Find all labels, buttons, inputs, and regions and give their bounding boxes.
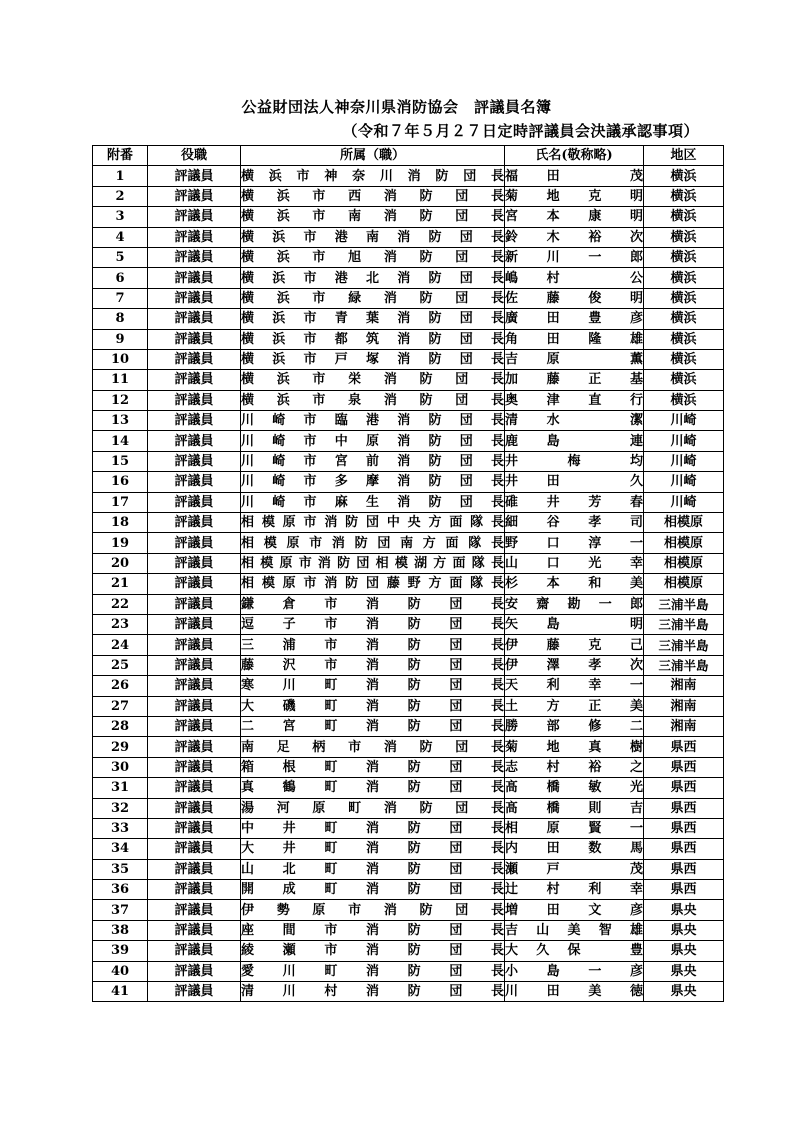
cell-number: 18 [93, 513, 148, 533]
cell-name: 伊藤克己 [505, 635, 644, 655]
table-row [93, 716, 724, 736]
cell-number: 8 [93, 309, 148, 329]
cell-name: 辻村利幸 [505, 880, 644, 900]
cell-role: 評議員 [148, 982, 241, 1002]
cell-role: 評議員 [148, 329, 241, 349]
cell-area: 川崎 [644, 411, 724, 431]
cell-affiliation: 横浜市旭消防団長 [241, 247, 505, 267]
cell-affiliation: 横浜市港南消防団長 [241, 227, 505, 247]
cell-area: 相模原 [644, 533, 724, 553]
cell-name: 鈴木裕次 [505, 227, 644, 247]
cell-area: 県西 [644, 818, 724, 838]
cell-name: 髙橋敏光 [505, 778, 644, 798]
cell-number: 14 [93, 431, 148, 451]
cell-number: 22 [93, 594, 148, 614]
table-row [93, 492, 724, 512]
cell-number: 19 [93, 533, 148, 553]
table-row [93, 859, 724, 879]
cell-number: 26 [93, 676, 148, 696]
cell-role: 評議員 [148, 961, 241, 981]
table-row [93, 247, 724, 267]
cell-role: 評議員 [148, 288, 241, 308]
cell-number: 31 [93, 778, 148, 798]
cell-area: 横浜 [644, 288, 724, 308]
table-row [93, 635, 724, 655]
cell-affiliation: 伊勢原市消防団長 [241, 900, 505, 920]
table-row [93, 696, 724, 716]
cell-affiliation: 二宮町消防団長 [241, 716, 505, 736]
cell-number: 2 [93, 186, 148, 206]
cell-role: 評議員 [148, 859, 241, 879]
header-name: 氏名(敬称略) [505, 146, 644, 166]
cell-number: 33 [93, 818, 148, 838]
document-title: 公益財団法人神奈川県消防協会 評議員名簿 [241, 98, 552, 116]
cell-number: 29 [93, 737, 148, 757]
table-row [93, 839, 724, 859]
table-row [93, 513, 724, 533]
cell-area: 川崎 [644, 492, 724, 512]
cell-number: 37 [93, 900, 148, 920]
cell-affiliation: 箱根町消防団長 [241, 757, 505, 777]
cell-number: 6 [93, 268, 148, 288]
table-row [93, 288, 724, 308]
cell-area: 相模原 [644, 553, 724, 573]
cell-area: 湘南 [644, 716, 724, 736]
cell-affiliation: 真鶴町消防団長 [241, 778, 505, 798]
table-row [93, 451, 724, 471]
cell-affiliation: 清川村消防団長 [241, 982, 505, 1002]
cell-role: 評議員 [148, 920, 241, 940]
cell-area: 県央 [644, 920, 724, 940]
cell-role: 評議員 [148, 247, 241, 267]
cell-role: 評議員 [148, 839, 241, 859]
cell-affiliation: 相模原市消防団南方面隊長 [241, 533, 505, 553]
cell-number: 24 [93, 635, 148, 655]
cell-role: 評議員 [148, 513, 241, 533]
cell-name: 安齋勘一郎 [505, 594, 644, 614]
table-row [93, 390, 724, 410]
cell-number: 5 [93, 247, 148, 267]
cell-area: 湘南 [644, 696, 724, 716]
cell-area: 横浜 [644, 186, 724, 206]
cell-affiliation: 逗子市消防団長 [241, 614, 505, 634]
cell-area: 川崎 [644, 451, 724, 471]
table-row [93, 411, 724, 431]
cell-area: 県央 [644, 900, 724, 920]
cell-number: 27 [93, 696, 148, 716]
cell-area: 三浦半島 [644, 614, 724, 634]
cell-affiliation: 大井町消防団長 [241, 839, 505, 859]
cell-area: 横浜 [644, 207, 724, 227]
cell-name: 清水 潔 [505, 411, 644, 431]
cell-affiliation: 横浜市都筑消防団長 [241, 329, 505, 349]
header-area: 地区 [644, 146, 724, 166]
cell-area: 横浜 [644, 390, 724, 410]
cell-area: 県西 [644, 839, 724, 859]
cell-area: 相模原 [644, 574, 724, 594]
cell-affiliation: 横浜市西消防団長 [241, 186, 505, 206]
cell-role: 評議員 [148, 533, 241, 553]
cell-affiliation: 開成町消防団長 [241, 880, 505, 900]
cell-area: 県央 [644, 982, 724, 1002]
header-row [93, 146, 724, 166]
cell-area: 三浦半島 [644, 635, 724, 655]
cell-number: 41 [93, 982, 148, 1002]
cell-number: 3 [93, 207, 148, 227]
cell-role: 評議員 [148, 676, 241, 696]
cell-name: 井 梅 均 [505, 451, 644, 471]
cell-affiliation: 川崎市臨港消防団長 [241, 411, 505, 431]
cell-name: 矢島 明 [505, 614, 644, 634]
cell-name: 佐藤俊明 [505, 288, 644, 308]
cell-area: 横浜 [644, 370, 724, 390]
cell-area: 横浜 [644, 309, 724, 329]
cell-number: 30 [93, 757, 148, 777]
cell-affiliation: 横浜市栄消防団長 [241, 370, 505, 390]
cell-area: 県西 [644, 859, 724, 879]
cell-name: 菊地克明 [505, 186, 644, 206]
cell-role: 評議員 [148, 818, 241, 838]
cell-number: 10 [93, 349, 148, 369]
cell-area: 横浜 [644, 349, 724, 369]
cell-area: 三浦半島 [644, 655, 724, 675]
cell-role: 評議員 [148, 431, 241, 451]
cell-name: 新川一郎 [505, 247, 644, 267]
cell-name: 福田 茂 [505, 166, 644, 186]
cell-role: 評議員 [148, 696, 241, 716]
cell-affiliation: 藤沢市消防団長 [241, 655, 505, 675]
cell-name: 山口光幸 [505, 553, 644, 573]
table-row [93, 594, 724, 614]
cell-number: 36 [93, 880, 148, 900]
cell-role: 評議員 [148, 757, 241, 777]
cell-area: 三浦半島 [644, 594, 724, 614]
cell-affiliation: 大磯町消防団長 [241, 696, 505, 716]
cell-role: 評議員 [148, 186, 241, 206]
cell-number: 17 [93, 492, 148, 512]
header-affiliation: 所属（職） [241, 146, 505, 166]
cell-name: 鹿島 連 [505, 431, 644, 451]
table-row [93, 349, 724, 369]
cell-number: 11 [93, 370, 148, 390]
cell-name: 志村裕之 [505, 757, 644, 777]
cell-affiliation: 川崎市宮前消防団長 [241, 451, 505, 471]
cell-name: 嶋村 公 [505, 268, 644, 288]
cell-role: 評議員 [148, 349, 241, 369]
cell-name: 井田 久 [505, 472, 644, 492]
cell-number: 12 [93, 390, 148, 410]
cell-name: 内田数馬 [505, 839, 644, 859]
cell-affiliation: 綾瀬市消防団長 [241, 941, 505, 961]
table-row [93, 961, 724, 981]
table-row [93, 655, 724, 675]
table-row [93, 614, 724, 634]
table-row [93, 227, 724, 247]
cell-name: 杉本和美 [505, 574, 644, 594]
cell-affiliation: 横浜市戸塚消防団長 [241, 349, 505, 369]
cell-name: 碓井芳春 [505, 492, 644, 512]
cell-affiliation: 山北町消防団長 [241, 859, 505, 879]
cell-area: 横浜 [644, 329, 724, 349]
cell-name: 加藤正基 [505, 370, 644, 390]
cell-name: 角田隆雄 [505, 329, 644, 349]
cell-affiliation: 愛川町消防団長 [241, 961, 505, 981]
cell-area: 横浜 [644, 268, 724, 288]
cell-number: 38 [93, 920, 148, 940]
cell-role: 評議員 [148, 472, 241, 492]
cell-name: 増田文彦 [505, 900, 644, 920]
table-row [93, 553, 724, 573]
cell-role: 評議員 [148, 166, 241, 186]
table-row [93, 207, 724, 227]
cell-area: 県西 [644, 757, 724, 777]
table-row [93, 268, 724, 288]
cell-role: 評議員 [148, 451, 241, 471]
cell-name: 伊澤孝次 [505, 655, 644, 675]
table-row [93, 880, 724, 900]
cell-name: 大久保 豊 [505, 941, 644, 961]
cell-number: 39 [93, 941, 148, 961]
cell-number: 35 [93, 859, 148, 879]
cell-affiliation: 横浜市南消防団長 [241, 207, 505, 227]
cell-role: 評議員 [148, 207, 241, 227]
cell-affiliation: 座間市消防団長 [241, 920, 505, 940]
cell-number: 23 [93, 614, 148, 634]
cell-number: 1 [93, 166, 148, 186]
cell-name: 川田美徳 [505, 982, 644, 1002]
cell-number: 20 [93, 553, 148, 573]
table-row [93, 737, 724, 757]
cell-number: 40 [93, 961, 148, 981]
cell-affiliation: 相模原市消防団相模湖方面隊長 [241, 553, 505, 573]
table-row [93, 900, 724, 920]
cell-number: 34 [93, 839, 148, 859]
cell-affiliation: 横浜市青葉消防団長 [241, 309, 505, 329]
cell-name: 廣田豊彦 [505, 309, 644, 329]
cell-name: 小島一彦 [505, 961, 644, 981]
cell-role: 評議員 [148, 492, 241, 512]
cell-affiliation: 川崎市多摩消防団長 [241, 472, 505, 492]
cell-number: 4 [93, 227, 148, 247]
table-row [93, 982, 724, 1002]
cell-role: 評議員 [148, 778, 241, 798]
cell-role: 評議員 [148, 594, 241, 614]
cell-number: 16 [93, 472, 148, 492]
cell-role: 評議員 [148, 309, 241, 329]
cell-affiliation: 横浜市緑消防団長 [241, 288, 505, 308]
cell-role: 評議員 [148, 635, 241, 655]
document-subtitle: （令和７年５月２７日定時評議員会決議承認事項） [342, 122, 699, 140]
cell-name: 細谷孝司 [505, 513, 644, 533]
cell-area: 県央 [644, 961, 724, 981]
cell-area: 川崎 [644, 472, 724, 492]
header-number: 附番 [93, 146, 148, 166]
cell-affiliation: 横浜市港北消防団長 [241, 268, 505, 288]
table-row [93, 778, 724, 798]
cell-name: 瀬戸 茂 [505, 859, 644, 879]
cell-name: 菊地真樹 [505, 737, 644, 757]
table-row [93, 676, 724, 696]
cell-role: 評議員 [148, 655, 241, 675]
cell-affiliation: 相模原市消防団藤野方面隊長 [241, 574, 505, 594]
cell-name: 野口淳一 [505, 533, 644, 553]
cell-number: 7 [93, 288, 148, 308]
cell-affiliation: 横浜市神奈川消防団長 [241, 166, 505, 186]
table-row [93, 431, 724, 451]
cell-area: 相模原 [644, 513, 724, 533]
cell-role: 評議員 [148, 227, 241, 247]
cell-role: 評議員 [148, 370, 241, 390]
table-row [93, 329, 724, 349]
header-role: 役職 [148, 146, 241, 166]
cell-affiliation: 川崎市麻生消防団長 [241, 492, 505, 512]
table-header [93, 146, 724, 166]
cell-number: 9 [93, 329, 148, 349]
councillor-roster-table [92, 145, 724, 1002]
cell-number: 28 [93, 716, 148, 736]
cell-name: 天利幸一 [505, 676, 644, 696]
cell-role: 評議員 [148, 716, 241, 736]
cell-area: 川崎 [644, 431, 724, 451]
table-row [93, 920, 724, 940]
cell-role: 評議員 [148, 268, 241, 288]
cell-name: 吉山美智雄 [505, 920, 644, 940]
cell-area: 横浜 [644, 227, 724, 247]
cell-name: 奥津直行 [505, 390, 644, 410]
table-row [93, 472, 724, 492]
table-row [93, 166, 724, 186]
cell-area: 横浜 [644, 166, 724, 186]
cell-affiliation: 横浜市泉消防団長 [241, 390, 505, 410]
cell-role: 評議員 [148, 900, 241, 920]
cell-affiliation: 中井町消防団長 [241, 818, 505, 838]
table-row [93, 309, 724, 329]
table-row [93, 818, 724, 838]
cell-role: 評議員 [148, 941, 241, 961]
cell-name: 土方正美 [505, 696, 644, 716]
table-body [93, 166, 724, 1002]
cell-number: 32 [93, 798, 148, 818]
cell-affiliation: 湯河原町消防団長 [241, 798, 505, 818]
cell-area: 横浜 [644, 247, 724, 267]
cell-affiliation: 三浦市消防団長 [241, 635, 505, 655]
cell-role: 評議員 [148, 614, 241, 634]
table-row [93, 533, 724, 553]
cell-role: 評議員 [148, 411, 241, 431]
cell-affiliation: 川崎市中原消防団長 [241, 431, 505, 451]
cell-name: 髙橋則吉 [505, 798, 644, 818]
cell-number: 21 [93, 574, 148, 594]
cell-affiliation: 寒川町消防団長 [241, 676, 505, 696]
table-row [93, 574, 724, 594]
cell-role: 評議員 [148, 553, 241, 573]
cell-area: 湘南 [644, 676, 724, 696]
table-row [93, 186, 724, 206]
cell-name: 相原賢一 [505, 818, 644, 838]
cell-role: 評議員 [148, 390, 241, 410]
cell-role: 評議員 [148, 574, 241, 594]
table-row [93, 798, 724, 818]
cell-affiliation: 鎌倉市消防団長 [241, 594, 505, 614]
cell-number: 13 [93, 411, 148, 431]
cell-name: 吉原 薫 [505, 349, 644, 369]
cell-area: 県西 [644, 737, 724, 757]
table-row [93, 757, 724, 777]
cell-area: 県西 [644, 798, 724, 818]
cell-affiliation: 相模原市消防団中央方面隊長 [241, 513, 505, 533]
cell-area: 県央 [644, 941, 724, 961]
cell-name: 宮本康明 [505, 207, 644, 227]
cell-role: 評議員 [148, 798, 241, 818]
table-row [93, 370, 724, 390]
cell-number: 15 [93, 451, 148, 471]
cell-affiliation: 南足柄市消防団長 [241, 737, 505, 757]
cell-role: 評議員 [148, 880, 241, 900]
cell-area: 県西 [644, 778, 724, 798]
cell-role: 評議員 [148, 737, 241, 757]
cell-number: 25 [93, 655, 148, 675]
cell-area: 県西 [644, 880, 724, 900]
table-row [93, 941, 724, 961]
cell-name: 勝部修二 [505, 716, 644, 736]
